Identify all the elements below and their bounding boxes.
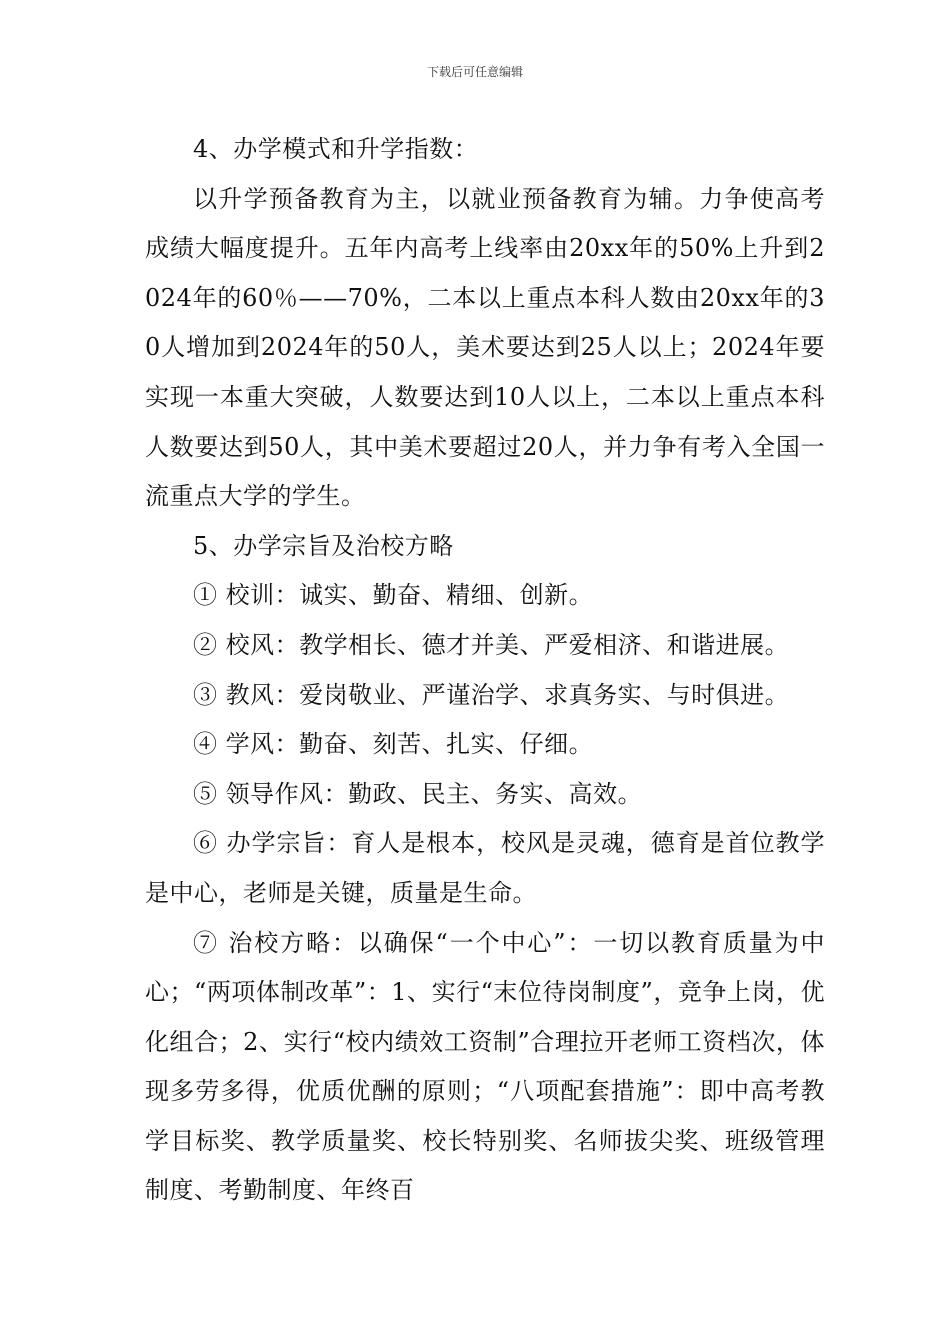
list-item-leadership-style: ⑤ 领导作风：勤政、民主、务实、高效。 <box>193 779 643 808</box>
list-item-teaching-style: ③ 教风：爱岗敬业、严谨治学、求真务实、与时俱进。 <box>193 680 790 709</box>
paragraph-enrollment-goals: 以升学预备教育为主，以就业预备教育为辅。力争使高考成绩大幅度提升。五年内高考上线率由20xx年的50%上升到2024年的60％——70%，二本以上重点本科人数由20xx年的30人增加到2024年的50人，美术要达到25人以上；2024年要实现一本重大突破，人数要达到10人以上，二本以上重点本科人数要达到50人，其中美术要超过20人，并力争有考入全国一流重点大学的学生。 <box>145 184 825 511</box>
list-item-governance-strategy: ⑦ 治校方略：以确保“一个中心”：一切以教育质量为中心；“两项体制改革”：1、实行“末位待岗制度”，竞争上岗，优化组合；2、实行“校内绩效工资制”合理拉开老师工资档次，体现多劳多得，优质优酬的原则；“八项配套措施”：即中高考教学目标奖、教学质量奖、校长特别奖、名师拔尖奖、班级管理制度、考勤制度、年终百 <box>145 928 825 1205</box>
list-item-school-spirit: ② 校风：教学相长、德才并美、严爱相济、和谐进展。 <box>193 630 790 659</box>
document-body <box>145 125 825 1216</box>
section-heading-5: 5、办学宗旨及治校方略 <box>193 531 454 560</box>
section-heading-4: 4、办学模式和升学指数： <box>193 135 479 163</box>
list-item-school-purpose: ⑥ 办学宗旨：育人是根本，校风是灵魂，德育是首位教学是中心，老师是关键，质量是生命。 <box>145 829 825 907</box>
page-header: 下载后可任意编辑 <box>426 65 523 79</box>
list-item-school-motto: ① 校训：诚实、勤奋、精细、创新。 <box>193 581 594 610</box>
list-item-study-style: ④ 学风：勤奋、刻苦、扎实、仔细。 <box>193 730 594 759</box>
